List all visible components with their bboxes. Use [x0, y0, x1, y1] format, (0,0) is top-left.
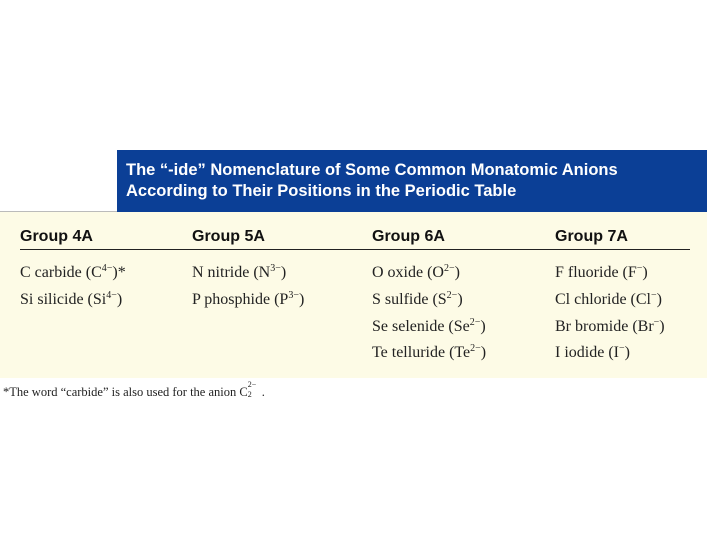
anion-charge: 4− — [101, 263, 113, 274]
anion-tail: ) — [280, 264, 287, 281]
anion-entry — [192, 264, 286, 282]
anion-charge: − — [636, 263, 643, 274]
anion-name: C carbide (C — [20, 264, 102, 281]
footnote-subscript: 2 — [247, 390, 252, 399]
column-header: Group 6A — [372, 228, 445, 245]
anion-name: P phosphide (P — [192, 291, 289, 308]
anion-table — [0, 212, 707, 378]
table-title-line-2: According to Their Positions in the Periodic Table — [126, 182, 517, 200]
anion-entry — [555, 318, 665, 336]
anion-name: Si silicide (Si — [20, 291, 107, 308]
anion-entry — [372, 291, 463, 309]
anion-charge: − — [650, 290, 657, 301]
table-title — [117, 150, 707, 212]
anion-charge: 2− — [443, 263, 455, 274]
anion-name: S sulfide (S — [372, 291, 447, 308]
anion-name: Cl chloride (Cl — [555, 291, 651, 308]
anion-tail: ) — [656, 291, 662, 308]
footnote-tail: . — [261, 385, 265, 399]
anion-tail: )* — [112, 264, 126, 281]
column-header: Group 7A — [555, 228, 628, 245]
anion-charge: − — [653, 317, 660, 328]
anion-name: O oxide (O — [372, 264, 444, 281]
anion-entry — [555, 264, 648, 282]
anion-tail: ) — [642, 264, 648, 281]
anion-charge: 2− — [446, 290, 458, 301]
anion-entry — [192, 291, 304, 309]
anion-tail: ) — [454, 264, 460, 281]
anion-charge: 2− — [469, 317, 481, 328]
anion-name: N nitride (N — [192, 264, 271, 281]
anion-name: Te telluride (Te — [372, 344, 471, 361]
anion-charge: 4− — [106, 290, 117, 301]
anion-entry — [20, 291, 122, 309]
header-rule — [20, 249, 690, 250]
table-title-line-1: The “-ide” Nomenclature of Some Common Monatomic Anions — [126, 161, 618, 179]
column-header: Group 5A — [192, 228, 265, 245]
anion-name: I iodide (I — [555, 344, 619, 361]
anion-tail: ) — [457, 291, 463, 308]
anion-tail: ) — [659, 318, 665, 335]
anion-tail: ) — [298, 291, 305, 308]
anion-entry — [372, 318, 486, 336]
anion-tail: ) — [116, 291, 123, 308]
anion-charge: 3− — [270, 263, 281, 274]
anion-entry — [555, 344, 630, 362]
footnote — [3, 380, 265, 400]
anion-name: F fluoride (F — [555, 264, 637, 281]
anion-name: Se selenide (Se — [372, 318, 470, 335]
footnote-text: *The word “carbide” is also used for the anion C — [3, 385, 248, 399]
anion-entry — [372, 264, 460, 282]
anion-entry — [372, 344, 486, 362]
column-header: Group 4A — [20, 228, 93, 245]
anion-charge: 3− — [288, 290, 299, 301]
anion-tail: ) — [480, 344, 487, 361]
anion-entry — [555, 291, 662, 309]
footnote-charge: 2− — [247, 380, 257, 389]
anion-charge: − — [618, 343, 625, 354]
anion-tail: ) — [624, 344, 630, 361]
anion-name: Br bromide (Br — [555, 318, 654, 335]
anion-charge: 2− — [470, 343, 481, 354]
anion-entry — [20, 264, 126, 282]
anion-tail: ) — [480, 318, 486, 335]
